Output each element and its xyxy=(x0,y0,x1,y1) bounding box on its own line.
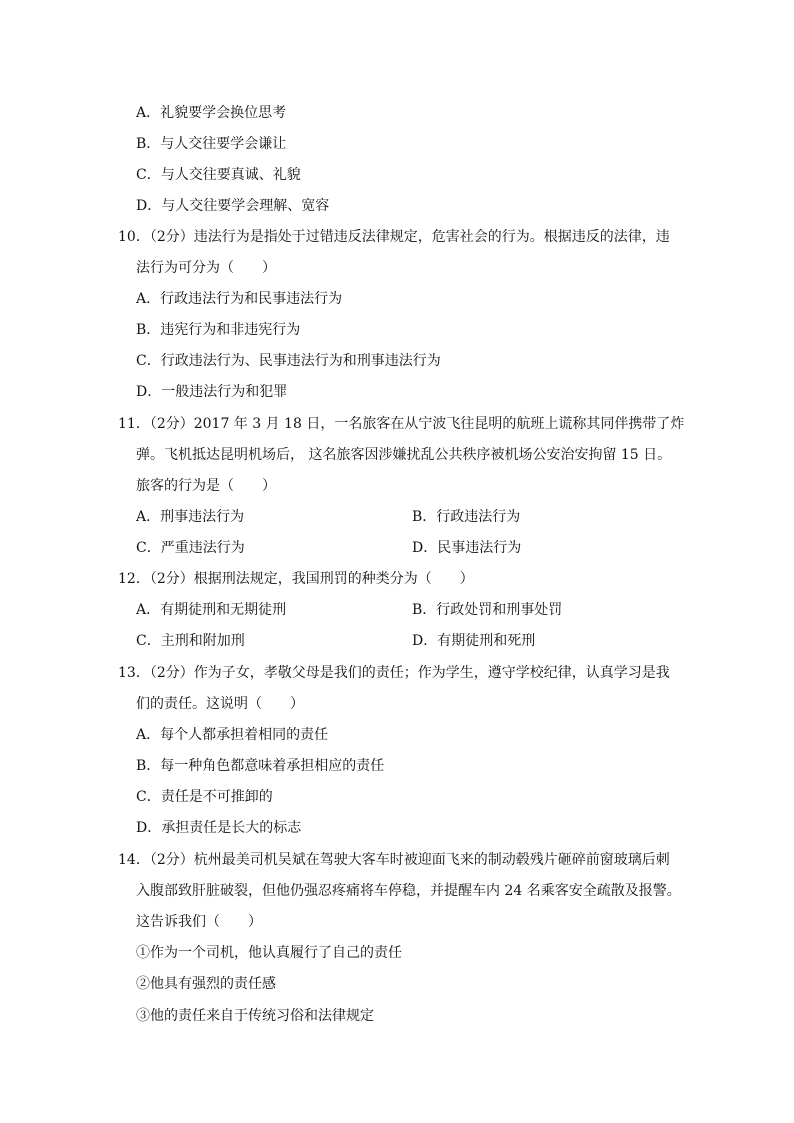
q14-statement-1: ①作为一个司机，他认真履行了自己的责任 xyxy=(136,945,402,961)
q9-option-a: A．礼貌要学会换位思考 xyxy=(136,105,287,121)
q11-stem-line-2: 弹。飞机抵达昆明机场后， 这名旅客因涉嫌扰乱公共秩序被机场公安治安拘留 15 日。 xyxy=(136,447,672,463)
q12-stem-line-1: 12．（2分）根据刑法规定，我国刑罚的种类分为（ ） xyxy=(118,571,474,587)
q14-stem-line-2: 入腹部致肝脏破裂，但他仍强忍疼痛将车停稳，并提醒车内 24 名乘客安全疏散及报警。 xyxy=(136,883,681,899)
q13-stem-line-1: 13．（2分）作为子女，孝敬父母是我们的责任；作为学生，遵守学校纪律，认真学习是我 xyxy=(118,665,670,681)
q9-option-d: D．与人交往要学会理解、宽容 xyxy=(136,198,330,214)
q14-stem-line-1: 14．（2分）杭州最美司机吴斌在驾驶大客车时被迎面飞来的制动毂残片砸碎前窗玻璃后刺 xyxy=(118,852,670,868)
q13-option-d: D．承担责任是长大的标志 xyxy=(136,820,302,836)
q9-option-b: B．与人交往要学会谦让 xyxy=(136,136,287,152)
q10-stem-line-1: 10．（2分）违法行为是指处于过错违反法律规定，危害社会的行为。根据违反的法律，违 xyxy=(118,229,670,245)
q11-stem-line-3: 旅客的行为是（ ） xyxy=(136,478,276,494)
q13-option-a: A．每个人都承担着相同的责任 xyxy=(136,727,329,743)
q14-statement-2: ②他具有强烈的责任感 xyxy=(136,976,276,992)
q12-option-d: D．有期徒刑和死刑 xyxy=(412,633,536,649)
q9-option-c: C．与人交往要真诚、礼貌 xyxy=(136,167,301,183)
q10-option-a: A．行政违法行为和民事违法行为 xyxy=(136,291,343,307)
q13-option-b: B．每一种角色都意味着承担相应的责任 xyxy=(136,758,385,774)
q11-stem-line-1: 11．（2分）2017 年 3 月 18 日，一名旅客在从宁波飞往昆明的航班上谎称其同伴携带了炸 xyxy=(118,416,685,432)
q11-option-d: D．民事违法行为 xyxy=(412,540,522,556)
q11-option-b: B．行政违法行为 xyxy=(412,509,521,525)
q13-stem-line-2: 们的责任。这说明（ ） xyxy=(136,696,304,712)
q12-option-a: A．有期徒刑和无期徒刑 xyxy=(136,602,287,618)
q11-option-a: A．刑事违法行为 xyxy=(136,509,245,525)
q12-option-c: C．主刑和附加刑 xyxy=(136,633,245,649)
q10-stem-line-2: 法行为可分为（ ） xyxy=(136,260,276,276)
q10-option-b: B．违宪行为和非违宪行为 xyxy=(136,322,301,338)
q14-statement-3: ③他的责任来自于传统习俗和法律规定 xyxy=(136,1008,374,1024)
q13-option-c: C．责任是不可推卸的 xyxy=(136,789,273,805)
q10-option-d: D．一般违法行为和犯罪 xyxy=(136,384,288,400)
q12-option-b: B．行政处罚和刑事处罚 xyxy=(412,602,563,618)
q10-option-c: C．行政违法行为、民事违法行为和刑事违法行为 xyxy=(136,353,441,369)
q14-stem-line-3: 这告诉我们（ ） xyxy=(136,914,262,930)
q11-option-c: C．严重违法行为 xyxy=(136,540,245,556)
